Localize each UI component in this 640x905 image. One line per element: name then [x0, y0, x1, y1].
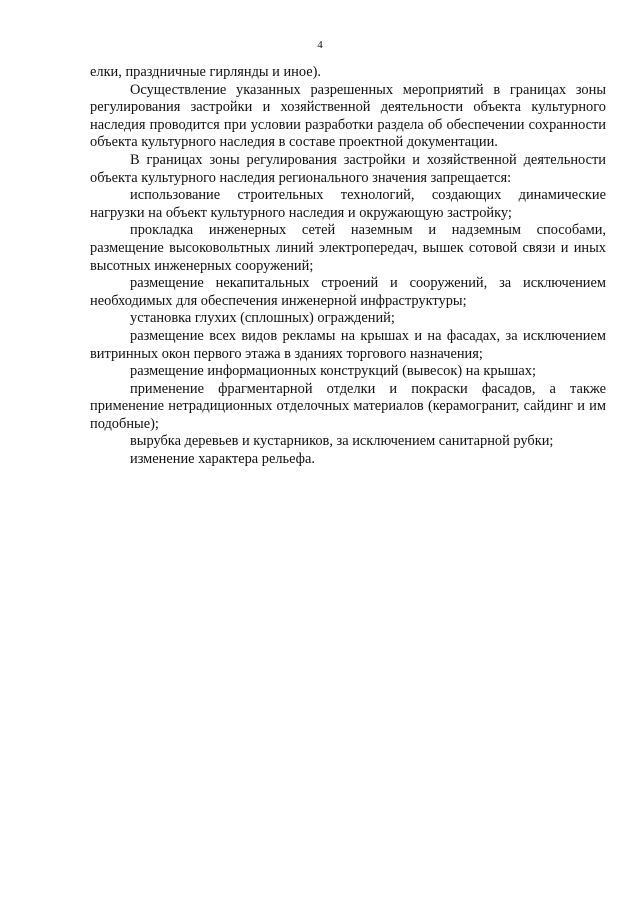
- list-item-tree-cutting: вырубка деревьев и кустарников, за исключением санитарной рубки;: [130, 433, 554, 450]
- list-item-relief-change: изменение характера рельефа.: [130, 451, 315, 468]
- list-item-information-signs: размещение информационных конструкций (вывесок) на крышах;: [130, 363, 536, 380]
- list-item-non-capital-structures: размещение некапитальных строений и сооружений, за исключением необходимых для обеспечения инженерной инфраструктуры;: [90, 275, 606, 309]
- paragraph-continuation: елки, праздничные гирлянды и иное).: [90, 64, 322, 80]
- paragraph-prohibitions-intro: В границах зоны регулирования застройки и хозяйственной деятельности объекта культурного наследия регионального значения запрещается:: [90, 151, 606, 186]
- page-number: 4: [317, 39, 323, 51]
- list-item-advertising: размещение всех видов рекламы на крышах и на фасадах, за исключением витринных окон первого этажа в зданиях торгового назначения;: [90, 327, 606, 362]
- paragraph-conditions: Осуществление указанных разрешенных мероприятий в границах зоны регулирования застройки и хозяйственной деятельности объекта культурного наследия проводится при условии разработки раздела об обеспечении сохранности объекта культурного наследия в составе проектной документации.: [90, 81, 606, 151]
- list-item-construction-technologies: использование строительных технологий, создающих динамические нагрузки на объект культурного наследия и окружающую застройку;: [90, 187, 606, 221]
- list-item-facade-finishing: применение фрагментарной отделки и покраски фасадов, а также применение нетрадиционных отделочных материалов (керамогранит, сайдинг и им подобные);: [90, 380, 606, 432]
- list-item-solid-fences: установка глухих (сплошных) ограждений;: [130, 310, 395, 327]
- document-body: [90, 64, 606, 469]
- list-item-engineering-networks: прокладка инженерных сетей наземным и надземным способами, размещение высоковольтных линий электропередач, вышек сотовой связи и иных высотных инженерных сооружений;: [90, 222, 606, 274]
